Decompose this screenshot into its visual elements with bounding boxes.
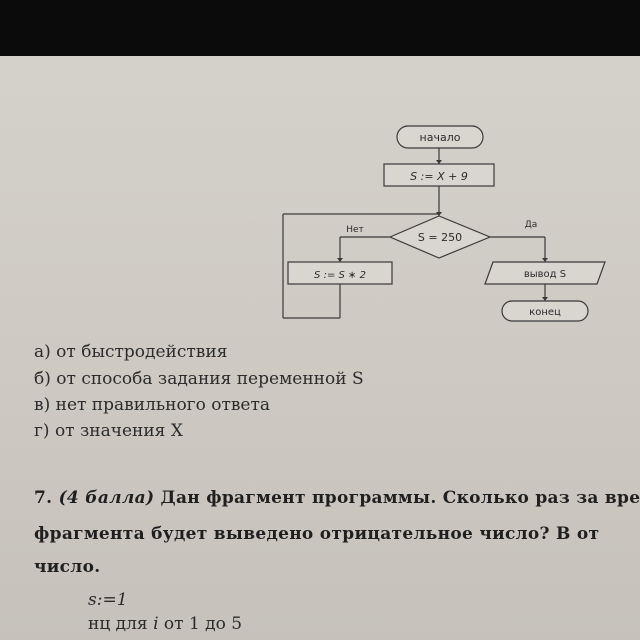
flowchart-condition-label: S = 250 — [417, 231, 463, 244]
flowchart-no-label: Нет — [346, 225, 364, 235]
question7-points: (4 балла) — [58, 488, 155, 508]
flowchart-yes-label: Да — [524, 220, 538, 230]
option-a: а) от быстродействия — [34, 342, 228, 362]
code-line2-a: нц для — [88, 614, 154, 634]
flowchart-multiply-label: S := S ∗ 2 — [314, 270, 366, 281]
question7-line2: фрагмента будет выведено отрицательное число? В от — [34, 524, 600, 544]
paper-page — [0, 56, 640, 640]
question7-line3: число. — [34, 557, 101, 577]
question7-number: 7. — [34, 488, 53, 508]
option-v: в) нет правильного ответа — [34, 395, 271, 415]
flowchart-output-label: вывод S — [523, 269, 567, 280]
flowchart-assign-label: S := X + 9 — [410, 170, 468, 183]
flowchart-start-label: начало — [419, 131, 461, 144]
option-g: г) от значения X — [34, 421, 183, 441]
question7-line1 — [34, 488, 640, 508]
code-line2 — [88, 614, 242, 634]
code-line2-b: от 1 до 5 — [158, 614, 243, 634]
option-b: б) от способа задания переменной S — [34, 369, 364, 389]
code-line1: s:=1 — [88, 590, 128, 610]
flowchart-end-label: конец — [529, 307, 561, 318]
code-line2-var: i — [153, 614, 159, 634]
question7-text1: Дан фрагмент программы. Сколько раз за вре — [160, 488, 640, 508]
